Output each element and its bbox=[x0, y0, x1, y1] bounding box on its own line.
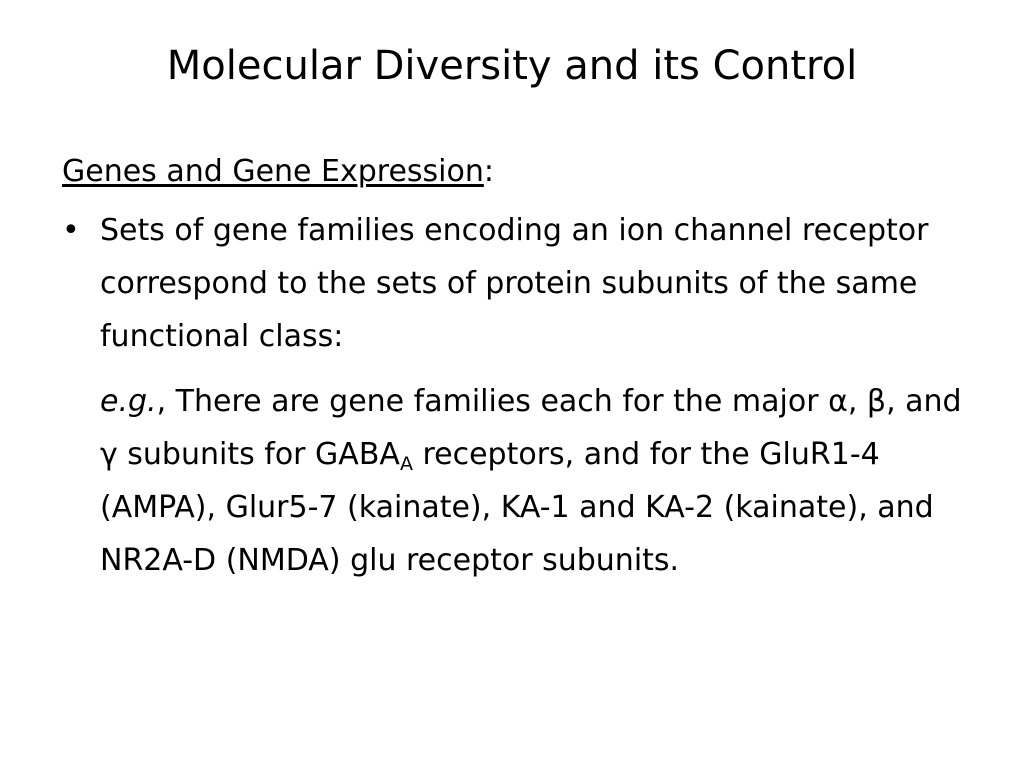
example-italic: e.g. bbox=[100, 384, 157, 419]
example-rest: receptors, and for the GluR1-4 (AMPA), Glur5-7 (kainate), KA-1 and KA-2 (kainate), and NR2A-D (NMDA) glu receptor subunits. bbox=[100, 437, 934, 578]
bullet-marker: • bbox=[62, 213, 80, 248]
slide-body bbox=[62, 146, 962, 587]
section-heading-text: Genes and Gene Expression bbox=[62, 154, 484, 189]
section-heading-colon: : bbox=[483, 154, 494, 189]
bullet-item bbox=[62, 204, 962, 363]
example-subscript: A bbox=[399, 453, 413, 475]
section-heading bbox=[62, 146, 962, 198]
slide-title: Molecular Diversity and its Control bbox=[166, 43, 858, 89]
example-paragraph bbox=[62, 375, 962, 587]
example-lead: , There are gene families each for the major α, β, and γ subunits for GABA bbox=[100, 384, 962, 472]
bullet-text: Sets of gene families encoding an ion channel receptor correspond to the sets of protein subunits of the same functional class: bbox=[100, 213, 929, 354]
